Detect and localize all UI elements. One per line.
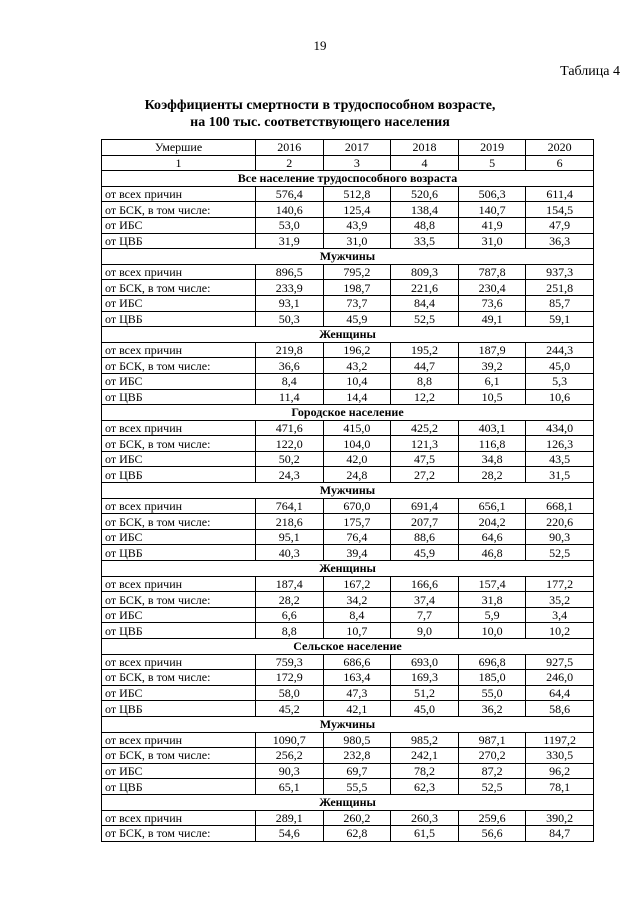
table-row <box>102 763 594 779</box>
value-cell: 5,3 <box>526 373 594 389</box>
value-cell: 330,5 <box>526 748 594 764</box>
value-cell: 62,3 <box>391 779 459 795</box>
value-cell: 611,4 <box>526 186 594 202</box>
value-cell: 10,5 <box>458 389 526 405</box>
section-header-row <box>102 639 594 655</box>
value-cell: 85,7 <box>526 295 594 311</box>
index-cell: 5 <box>458 155 526 171</box>
value-cell: 175,7 <box>323 514 391 530</box>
value-cell: 37,4 <box>391 592 459 608</box>
row-label: от всех причин <box>102 576 256 592</box>
value-cell: 104,0 <box>323 436 391 452</box>
value-cell: 50,3 <box>256 311 324 327</box>
value-cell: 95,1 <box>256 529 324 545</box>
value-cell: 5,9 <box>458 607 526 623</box>
row-label: от ИБС <box>102 607 256 623</box>
value-cell: 64,4 <box>526 685 594 701</box>
section-header-row <box>102 171 594 187</box>
value-cell: 24,3 <box>256 467 324 483</box>
row-label: от ЦВБ <box>102 233 256 249</box>
value-cell: 54,6 <box>256 826 324 842</box>
value-cell: 31,0 <box>458 233 526 249</box>
value-cell: 157,4 <box>458 576 526 592</box>
row-label: от ИБС <box>102 295 256 311</box>
table-title-line-1: Коэффициенты смертности в трудоспособном возрасте, <box>144 98 496 113</box>
value-cell: 185,0 <box>458 670 526 686</box>
value-cell: 14,4 <box>323 389 391 405</box>
value-cell: 8,4 <box>323 607 391 623</box>
table-row <box>102 186 594 202</box>
value-cell: 69,7 <box>323 763 391 779</box>
value-cell: 140,7 <box>458 202 526 218</box>
value-cell: 61,5 <box>391 826 459 842</box>
row-label: от ИБС <box>102 451 256 467</box>
index-cell: 2 <box>256 155 324 171</box>
value-cell: 34,8 <box>458 451 526 467</box>
value-cell: 33,5 <box>391 233 459 249</box>
table-row <box>102 217 594 233</box>
value-cell: 259,6 <box>458 810 526 826</box>
value-cell: 43,2 <box>323 358 391 374</box>
table-row <box>102 576 594 592</box>
value-cell: 93,1 <box>256 295 324 311</box>
value-cell: 43,9 <box>323 217 391 233</box>
value-cell: 8,8 <box>391 373 459 389</box>
row-label: от всех причин <box>102 498 256 514</box>
value-cell: 425,2 <box>391 420 459 436</box>
value-cell: 76,4 <box>323 529 391 545</box>
header-cell: 2018 <box>391 140 459 156</box>
value-cell: 64,6 <box>458 529 526 545</box>
value-cell: 40,3 <box>256 545 324 561</box>
value-cell: 6,6 <box>256 607 324 623</box>
value-cell: 45,0 <box>526 358 594 374</box>
value-cell: 220,6 <box>526 514 594 530</box>
header-cell: 2019 <box>458 140 526 156</box>
value-cell: 55,0 <box>458 685 526 701</box>
value-cell: 668,1 <box>526 498 594 514</box>
value-cell: 169,3 <box>391 670 459 686</box>
row-label: от ИБС <box>102 373 256 389</box>
row-label: от всех причин <box>102 810 256 826</box>
value-cell: 3,4 <box>526 607 594 623</box>
value-cell: 10,0 <box>458 623 526 639</box>
value-cell: 434,0 <box>526 420 594 436</box>
row-label: от ЦВБ <box>102 623 256 639</box>
value-cell: 270,2 <box>458 748 526 764</box>
row-label: от ЦВБ <box>102 389 256 405</box>
value-cell: 167,2 <box>323 576 391 592</box>
table-row <box>102 701 594 717</box>
row-label: от ИБС <box>102 529 256 545</box>
value-cell: 45,9 <box>323 311 391 327</box>
value-cell: 78,1 <box>526 779 594 795</box>
table-row <box>102 623 594 639</box>
value-cell: 759,3 <box>256 654 324 670</box>
table-body <box>102 171 594 842</box>
row-label: от ЦВБ <box>102 545 256 561</box>
index-cell: 6 <box>526 155 594 171</box>
value-cell: 36,6 <box>256 358 324 374</box>
value-cell: 9,0 <box>391 623 459 639</box>
value-cell: 10,4 <box>323 373 391 389</box>
row-label: от БСК, в том числе: <box>102 670 256 686</box>
table-row <box>102 654 594 670</box>
header-cell: 2020 <box>526 140 594 156</box>
value-cell: 172,9 <box>256 670 324 686</box>
table-row <box>102 514 594 530</box>
value-cell: 242,1 <box>391 748 459 764</box>
row-label: от ЦВБ <box>102 311 256 327</box>
value-cell: 90,3 <box>256 763 324 779</box>
value-cell: 55,5 <box>323 779 391 795</box>
row-label: от БСК, в том числе: <box>102 436 256 452</box>
value-cell: 45,0 <box>391 701 459 717</box>
value-cell: 11,4 <box>256 389 324 405</box>
table-row <box>102 779 594 795</box>
value-cell: 48,8 <box>391 217 459 233</box>
value-cell: 121,3 <box>391 436 459 452</box>
row-label: от БСК, в том числе: <box>102 358 256 374</box>
value-cell: 28,2 <box>458 467 526 483</box>
row-label: от ЦВБ <box>102 467 256 483</box>
value-cell: 24,8 <box>323 467 391 483</box>
value-cell: 125,4 <box>323 202 391 218</box>
table-row <box>102 436 594 452</box>
value-cell: 795,2 <box>323 264 391 280</box>
table-row <box>102 295 594 311</box>
table-caption: Таблица 4 <box>560 64 620 79</box>
value-cell: 289,1 <box>256 810 324 826</box>
value-cell: 691,4 <box>391 498 459 514</box>
value-cell: 78,2 <box>391 763 459 779</box>
value-cell: 47,3 <box>323 685 391 701</box>
table-row <box>102 498 594 514</box>
value-cell: 65,1 <box>256 779 324 795</box>
value-cell: 36,3 <box>526 233 594 249</box>
value-cell: 390,2 <box>526 810 594 826</box>
row-label: от всех причин <box>102 264 256 280</box>
row-label: от БСК, в том числе: <box>102 280 256 296</box>
table-row <box>102 670 594 686</box>
section-header-row <box>102 483 594 499</box>
table-row <box>102 826 594 842</box>
value-cell: 58,6 <box>526 701 594 717</box>
value-cell: 985,2 <box>391 732 459 748</box>
value-cell: 1197,2 <box>526 732 594 748</box>
value-cell: 45,2 <box>256 701 324 717</box>
value-cell: 84,4 <box>391 295 459 311</box>
table-row <box>102 233 594 249</box>
value-cell: 10,6 <box>526 389 594 405</box>
row-label: от ИБС <box>102 685 256 701</box>
value-cell: 656,1 <box>458 498 526 514</box>
row-label: от ЦВБ <box>102 701 256 717</box>
value-cell: 138,4 <box>391 202 459 218</box>
value-cell: 260,3 <box>391 810 459 826</box>
value-cell: 696,8 <box>458 654 526 670</box>
value-cell: 6,1 <box>458 373 526 389</box>
value-cell: 52,5 <box>391 311 459 327</box>
row-label: от БСК, в том числе: <box>102 748 256 764</box>
value-cell: 51,2 <box>391 685 459 701</box>
value-cell: 204,2 <box>458 514 526 530</box>
value-cell: 12,2 <box>391 389 459 405</box>
value-cell: 520,6 <box>391 186 459 202</box>
index-cell: 4 <box>391 155 459 171</box>
row-label: от ИБС <box>102 763 256 779</box>
index-cell: 1 <box>102 155 256 171</box>
row-label: от всех причин <box>102 732 256 748</box>
row-label: от всех причин <box>102 186 256 202</box>
section-title: Все население трудоспособного возраста <box>102 171 594 187</box>
row-label: от всех причин <box>102 654 256 670</box>
section-header-row <box>102 716 594 732</box>
section-header-row <box>102 405 594 421</box>
value-cell: 686,6 <box>323 654 391 670</box>
value-cell: 46,8 <box>458 545 526 561</box>
value-cell: 39,4 <box>323 545 391 561</box>
value-cell: 937,3 <box>526 264 594 280</box>
value-cell: 506,3 <box>458 186 526 202</box>
value-cell: 230,4 <box>458 280 526 296</box>
value-cell: 219,8 <box>256 342 324 358</box>
table-row <box>102 748 594 764</box>
value-cell: 246,0 <box>526 670 594 686</box>
value-cell: 49,1 <box>458 311 526 327</box>
mortality-table <box>101 139 594 842</box>
table-row <box>102 420 594 436</box>
row-label: от ИБС <box>102 217 256 233</box>
row-label: от БСК, в том числе: <box>102 592 256 608</box>
value-cell: 47,5 <box>391 451 459 467</box>
value-cell: 140,6 <box>256 202 324 218</box>
value-cell: 35,2 <box>526 592 594 608</box>
value-cell: 42,1 <box>323 701 391 717</box>
value-cell: 90,3 <box>526 529 594 545</box>
table-row <box>102 358 594 374</box>
value-cell: 8,8 <box>256 623 324 639</box>
row-label: от ЦВБ <box>102 779 256 795</box>
value-cell: 163,4 <box>323 670 391 686</box>
value-cell: 512,8 <box>323 186 391 202</box>
section-header-row <box>102 561 594 577</box>
value-cell: 73,6 <box>458 295 526 311</box>
value-cell: 195,2 <box>391 342 459 358</box>
column-index-row <box>102 155 594 171</box>
section-header-row <box>102 249 594 265</box>
table-row <box>102 810 594 826</box>
value-cell: 471,6 <box>256 420 324 436</box>
table-row <box>102 389 594 405</box>
table-row <box>102 280 594 296</box>
value-cell: 187,4 <box>256 576 324 592</box>
header-cell: Умершие <box>102 140 256 156</box>
value-cell: 31,9 <box>256 233 324 249</box>
value-cell: 59,1 <box>526 311 594 327</box>
value-cell: 10,7 <box>323 623 391 639</box>
value-cell: 43,5 <box>526 451 594 467</box>
value-cell: 154,5 <box>526 202 594 218</box>
section-header-row <box>102 327 594 343</box>
value-cell: 218,6 <box>256 514 324 530</box>
row-label: от БСК, в том числе: <box>102 826 256 842</box>
value-cell: 50,2 <box>256 451 324 467</box>
value-cell: 198,7 <box>323 280 391 296</box>
value-cell: 31,0 <box>323 233 391 249</box>
table-row <box>102 202 594 218</box>
value-cell: 39,2 <box>458 358 526 374</box>
value-cell: 116,8 <box>458 436 526 452</box>
table-header <box>102 140 594 171</box>
value-cell: 187,9 <box>458 342 526 358</box>
header-cell: 2016 <box>256 140 324 156</box>
value-cell: 52,5 <box>458 779 526 795</box>
section-title: Женщины <box>102 794 594 810</box>
table-title-line-2: на 100 тыс. соответствующего населения <box>190 115 450 130</box>
value-cell: 27,2 <box>391 467 459 483</box>
table-row <box>102 592 594 608</box>
row-label: от всех причин <box>102 342 256 358</box>
value-cell: 62,8 <box>323 826 391 842</box>
value-cell: 8,4 <box>256 373 324 389</box>
value-cell: 53,0 <box>256 217 324 233</box>
value-cell: 764,1 <box>256 498 324 514</box>
value-cell: 896,5 <box>256 264 324 280</box>
section-header-row <box>102 794 594 810</box>
value-cell: 88,6 <box>391 529 459 545</box>
value-cell: 244,3 <box>526 342 594 358</box>
value-cell: 31,5 <box>526 467 594 483</box>
value-cell: 403,1 <box>458 420 526 436</box>
value-cell: 166,6 <box>391 576 459 592</box>
table-row <box>102 451 594 467</box>
value-cell: 73,7 <box>323 295 391 311</box>
table-row <box>102 529 594 545</box>
section-title: Городское население <box>102 405 594 421</box>
value-cell: 31,8 <box>458 592 526 608</box>
value-cell: 126,3 <box>526 436 594 452</box>
table-row <box>102 311 594 327</box>
table-row <box>102 342 594 358</box>
value-cell: 207,7 <box>391 514 459 530</box>
value-cell: 10,2 <box>526 623 594 639</box>
section-title: Мужчины <box>102 716 594 732</box>
value-cell: 122,0 <box>256 436 324 452</box>
table-row <box>102 685 594 701</box>
table-row <box>102 607 594 623</box>
page-number: 19 <box>313 38 327 53</box>
value-cell: 232,8 <box>323 748 391 764</box>
value-cell: 7,7 <box>391 607 459 623</box>
value-cell: 58,0 <box>256 685 324 701</box>
value-cell: 84,7 <box>526 826 594 842</box>
value-cell: 47,9 <box>526 217 594 233</box>
value-cell: 28,2 <box>256 592 324 608</box>
value-cell: 56,6 <box>458 826 526 842</box>
value-cell: 256,2 <box>256 748 324 764</box>
table-row <box>102 373 594 389</box>
value-cell: 260,2 <box>323 810 391 826</box>
value-cell: 1090,7 <box>256 732 324 748</box>
table-row <box>102 545 594 561</box>
value-cell: 670,0 <box>323 498 391 514</box>
section-title: Женщины <box>102 561 594 577</box>
row-label: от БСК, в том числе: <box>102 514 256 530</box>
value-cell: 576,4 <box>256 186 324 202</box>
value-cell: 415,0 <box>323 420 391 436</box>
section-title: Мужчины <box>102 483 594 499</box>
row-label: от всех причин <box>102 420 256 436</box>
section-title: Мужчины <box>102 249 594 265</box>
value-cell: 809,3 <box>391 264 459 280</box>
value-cell: 927,5 <box>526 654 594 670</box>
value-cell: 693,0 <box>391 654 459 670</box>
row-label: от БСК, в том числе: <box>102 202 256 218</box>
table-row <box>102 732 594 748</box>
value-cell: 980,5 <box>323 732 391 748</box>
section-title: Женщины <box>102 327 594 343</box>
value-cell: 45,9 <box>391 545 459 561</box>
table-title <box>0 97 640 131</box>
value-cell: 41,9 <box>458 217 526 233</box>
value-cell: 233,9 <box>256 280 324 296</box>
header-cell: 2017 <box>323 140 391 156</box>
value-cell: 221,6 <box>391 280 459 296</box>
value-cell: 251,8 <box>526 280 594 296</box>
value-cell: 96,2 <box>526 763 594 779</box>
value-cell: 196,2 <box>323 342 391 358</box>
value-cell: 42,0 <box>323 451 391 467</box>
value-cell: 177,2 <box>526 576 594 592</box>
table-row <box>102 264 594 280</box>
header-row <box>102 140 594 156</box>
value-cell: 52,5 <box>526 545 594 561</box>
value-cell: 87,2 <box>458 763 526 779</box>
table-row <box>102 467 594 483</box>
section-title: Сельское население <box>102 639 594 655</box>
value-cell: 987,1 <box>458 732 526 748</box>
value-cell: 34,2 <box>323 592 391 608</box>
value-cell: 787,8 <box>458 264 526 280</box>
value-cell: 44,7 <box>391 358 459 374</box>
index-cell: 3 <box>323 155 391 171</box>
value-cell: 36,2 <box>458 701 526 717</box>
